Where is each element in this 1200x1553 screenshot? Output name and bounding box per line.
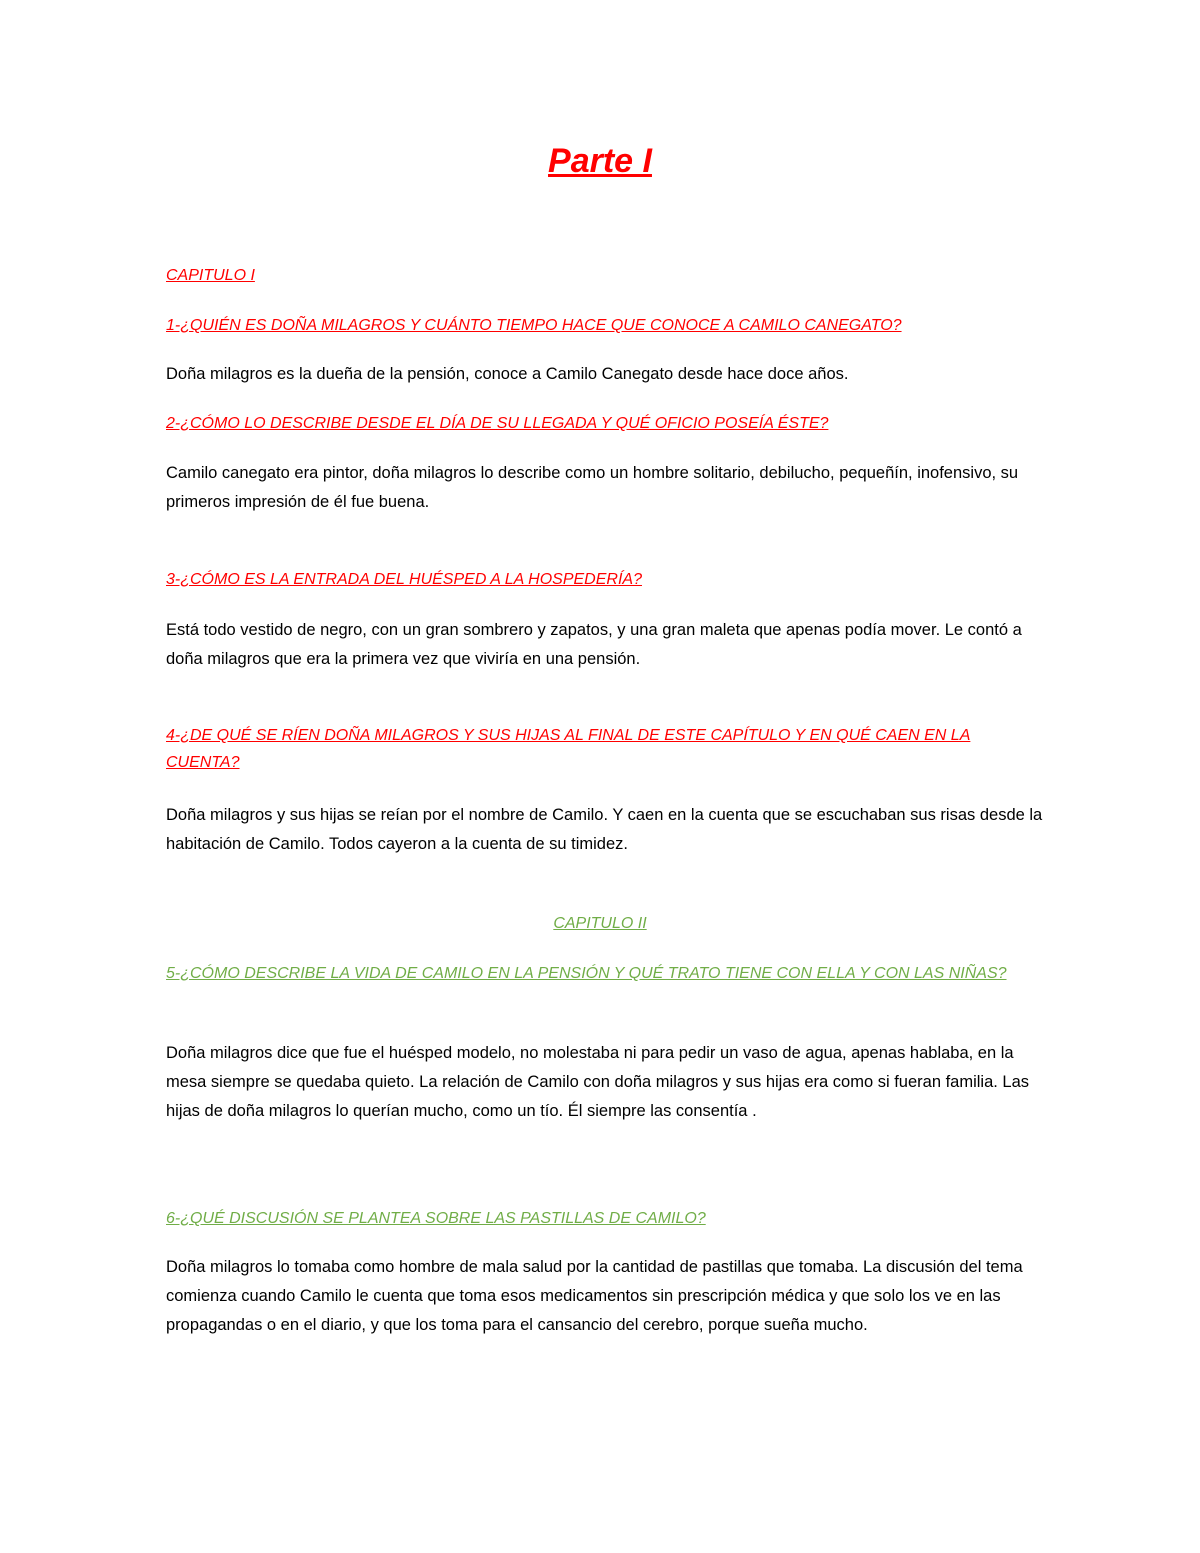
question-2: 2-¿CÓMO LO DESCRIBE DESDE EL DÍA DE SU LLEGADA Y QUÉ OFICIO POSEÍA ÉSTE? [166, 415, 829, 432]
question-5: 5-¿CÓMO DESCRIBE LA VIDA DE CAMILO EN LA PENSIÓN Y QUÉ TRATO TIENE CON ELLA Y CON LAS NIÑAS? [166, 965, 1007, 982]
answer-2: Camilo canegato era pintor, doña milagros lo describe como un hombre solitario, debilucho, pequeñín, inofensivo, su primeros impresión de él fue buena. [166, 464, 1019, 511]
page-title: Parte I [548, 142, 652, 180]
answer-5: Doña milagros dice que fue el huésped modelo, no molestaba ni para pedir un vaso de agua, apenas hablaba, en la mesa siempre se quedaba quieto. La relación de Camilo con doña milagros y sus hijas era como si fueran familia. Las hijas de doña milagros lo querían mucho, como un tío. Él siempre las consentía . [166, 1044, 1030, 1120]
answer-3: Está todo vestido de negro, con un gran sombrero y zapatos, y una gran maleta que apenas podía mover. Le contó a doña milagros que era la primera vez que viviría en una pensión. [166, 621, 1022, 668]
question-6: 6-¿QUÉ DISCUSIÓN SE PLANTEA SOBRE LAS PASTILLAS DE CAMILO? [166, 1210, 706, 1227]
question-4: 4-¿DE QUÉ SE RÍEN DOÑA MILAGROS Y SUS HIJAS AL FINAL DE ESTE CAPÍTULO Y EN QUÉ CAEN EN LA CUENTA? [166, 727, 971, 771]
chapter-heading-2: CAPITULO II [553, 915, 647, 932]
chapter-heading-1: CAPITULO I [166, 267, 255, 284]
question-1: 1-¿QUIÉN ES DOÑA MILAGROS Y CUÁNTO TIEMPO HACE QUE CONOCE A CAMILO CANEGATO? [166, 317, 902, 334]
answer-6: Doña milagros lo tomaba como hombre de mala salud por la cantidad de pastillas que tomaba. La discusión del tema comienza cuando Camilo le cuenta que toma esos medicamentos sin prescripción médica y que solo los ve en las propagandas o en el diario, y que los toma para el cansancio del cerebro, porque sueña mucho. [166, 1258, 1023, 1334]
question-3: 3-¿CÓMO ES LA ENTRADA DEL HUÉSPED A LA HOSPEDERÍA? [166, 571, 642, 588]
answer-4: Doña milagros y sus hijas se reían por el nombre de Camilo. Y caen en la cuenta que se escuchaban sus risas desde la habitación de Camilo. Todos cayeron a la cuenta de su timidez. [166, 806, 1043, 853]
answer-1: Doña milagros es la dueña de la pensión, conoce a Camilo Canegato desde hace doce años. [166, 365, 849, 383]
